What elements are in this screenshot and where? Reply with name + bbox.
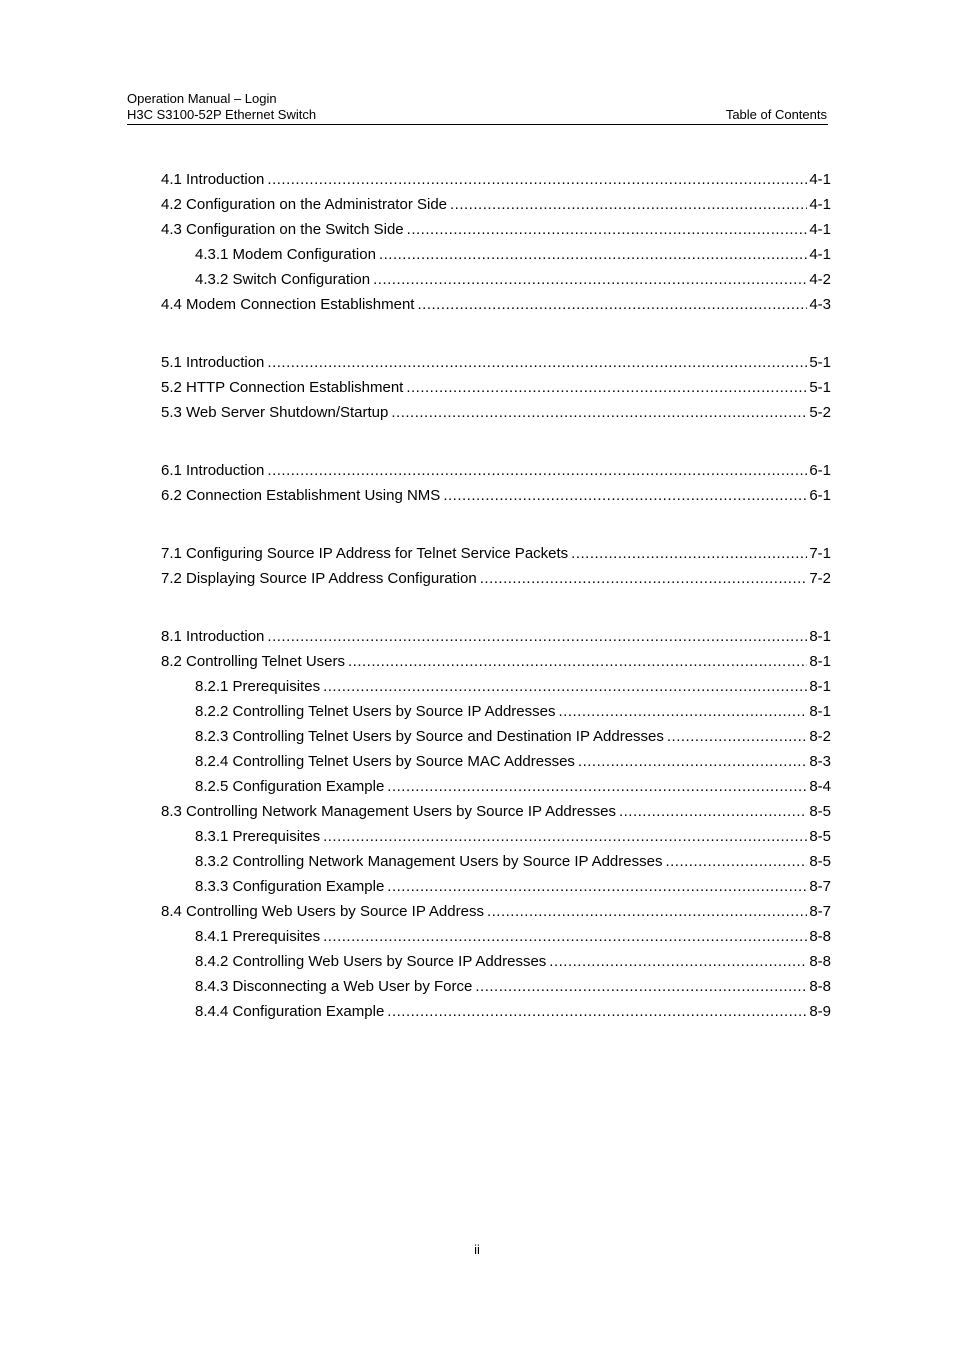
toc-dot-leader [558, 701, 807, 722]
toc-entry-title: 7.2 Displaying Source IP Address Configuration [161, 570, 477, 587]
toc-dot-leader [348, 651, 807, 672]
toc-entry-page: 4-1 [809, 246, 831, 263]
toc-entry-title: 5.3 Web Server Shutdown/Startup [161, 404, 389, 421]
toc-dot-leader [267, 169, 807, 190]
toc-dot-leader [387, 776, 807, 797]
toc-entry-title: 6.1 Introduction [161, 462, 265, 479]
toc-entry-page: 8-7 [809, 878, 831, 895]
toc-dot-leader [267, 626, 807, 647]
toc-entry[interactable] [161, 751, 831, 776]
toc-entry-title: 4.3.1 Modem Configuration [195, 246, 376, 263]
toc-entry[interactable] [161, 352, 831, 377]
toc-entry-page: 8-8 [809, 928, 831, 945]
toc-entry[interactable] [161, 294, 831, 319]
toc-dot-leader [578, 751, 807, 772]
toc-entry-page: 8-3 [809, 753, 831, 770]
toc-entry[interactable] [161, 801, 831, 826]
toc-entry[interactable] [161, 726, 831, 751]
toc-entry-page: 8-1 [809, 678, 831, 695]
toc-dot-leader [475, 976, 807, 997]
toc-entry-page: 8-7 [809, 903, 831, 920]
toc-entry-title: 4.3.2 Switch Configuration [195, 271, 371, 288]
toc-entry[interactable] [161, 626, 831, 651]
toc-group [161, 169, 831, 319]
toc-entry-title: 5.2 HTTP Connection Establishment [161, 379, 404, 396]
toc-entry-title: 8.3 Controlling Network Management Users by Source IP Addresses [161, 803, 616, 820]
toc-dot-leader [379, 244, 807, 265]
toc-entry-page: 8-9 [809, 1003, 831, 1020]
toc-entry[interactable] [161, 676, 831, 701]
toc-entry-title: 8.2.4 Controlling Telnet Users by Source MAC Addresses [195, 753, 575, 770]
toc-entry-title: 4.1 Introduction [161, 171, 265, 188]
toc-entry[interactable] [161, 776, 831, 801]
toc-entry[interactable] [161, 402, 831, 427]
header-manual-title: Operation Manual – Login [127, 91, 277, 106]
toc-dot-leader [480, 568, 808, 589]
toc-entry-page: 8-4 [809, 778, 831, 795]
toc-entry-title: 8.3.3 Configuration Example [195, 878, 385, 895]
toc-entry-page: 4-3 [809, 296, 831, 313]
toc-entry-title: 8.4.4 Configuration Example [195, 1003, 385, 1020]
toc-entry[interactable] [161, 485, 831, 510]
toc-entry-page: 5-2 [809, 404, 831, 421]
toc-entry-page: 8-1 [809, 653, 831, 670]
toc-dot-leader [407, 219, 808, 240]
toc-entry-page: 7-1 [809, 545, 831, 562]
toc-entry-title: 8.4 Controlling Web Users by Source IP Address [161, 903, 484, 920]
header-row [127, 107, 827, 123]
toc-entry[interactable] [161, 460, 831, 485]
toc-entry-page: 8-1 [809, 703, 831, 720]
toc-entry-page: 4-1 [809, 196, 831, 213]
toc-dot-leader [667, 726, 807, 747]
toc-entry-title: 8.2.1 Prerequisites [195, 678, 321, 695]
toc-dot-leader [549, 951, 807, 972]
toc-entry[interactable] [161, 876, 831, 901]
toc-entry-page: 7-2 [809, 570, 831, 587]
toc-entry-title: 5.1 Introduction [161, 354, 265, 371]
toc-group [161, 460, 831, 510]
header-section-name: Table of Contents [725, 107, 827, 122]
toc-entry-title: 8.3.1 Prerequisites [195, 828, 321, 845]
toc-entry[interactable] [161, 269, 831, 294]
toc-entry-page: 4-2 [809, 271, 831, 288]
toc-entry-title: 8.1 Introduction [161, 628, 265, 645]
toc-entry-page: 8-5 [809, 803, 831, 820]
toc-entry-title: 8.4.3 Disconnecting a Web User by Force [195, 978, 473, 995]
toc-entry[interactable] [161, 851, 831, 876]
toc-group [161, 626, 831, 1026]
toc-entry[interactable] [161, 826, 831, 851]
toc-entry[interactable] [161, 169, 831, 194]
toc-entry[interactable] [161, 976, 831, 1001]
toc-entry-title: 8.2.3 Controlling Telnet Users by Source and Destination IP Addresses [195, 728, 664, 745]
toc-dot-leader [387, 1001, 807, 1022]
toc-entry-title: 8.3.2 Controlling Network Management Users by Source IP Addresses [195, 853, 663, 870]
toc-entry-page: 8-8 [809, 953, 831, 970]
header-divider [127, 124, 828, 125]
toc-entry-page: 6-1 [809, 487, 831, 504]
toc-dot-leader [323, 926, 807, 947]
toc-dot-leader [487, 901, 807, 922]
toc-entry[interactable] [161, 219, 831, 244]
toc-entry-page: 8-2 [809, 728, 831, 745]
table-of-contents [161, 169, 831, 1026]
toc-group [161, 543, 831, 593]
toc-entry[interactable] [161, 701, 831, 726]
toc-dot-leader [571, 543, 807, 564]
toc-entry[interactable] [161, 377, 831, 402]
toc-dot-leader [387, 876, 807, 897]
page-number: ii [474, 1242, 480, 1257]
toc-dot-leader [619, 801, 807, 822]
toc-dot-leader [450, 194, 807, 215]
toc-entry-page: 4-1 [809, 221, 831, 238]
toc-entry-page: 5-1 [809, 379, 831, 396]
toc-dot-leader [443, 485, 807, 506]
toc-entry-page: 8-1 [809, 628, 831, 645]
toc-entry-title: 8.2.2 Controlling Telnet Users by Source IP Addresses [195, 703, 556, 720]
toc-entry-title: 7.1 Configuring Source IP Address for Telnet Service Packets [161, 545, 569, 562]
toc-entry-page: 5-1 [809, 354, 831, 371]
toc-entry-title: 6.2 Connection Establishment Using NMS [161, 487, 441, 504]
toc-entry-title: 4.4 Modem Connection Establishment [161, 296, 415, 313]
toc-dot-leader [323, 826, 807, 847]
toc-entry[interactable] [161, 244, 831, 269]
toc-dot-leader [391, 402, 807, 423]
toc-entry[interactable] [161, 568, 831, 593]
toc-entry[interactable] [161, 1001, 831, 1026]
toc-entry-title: 8.4.1 Prerequisites [195, 928, 321, 945]
toc-entry-title: 4.3 Configuration on the Switch Side [161, 221, 404, 238]
toc-entry-page: 8-5 [809, 853, 831, 870]
toc-entry-title: 8.2 Controlling Telnet Users [161, 653, 345, 670]
toc-dot-leader [323, 676, 807, 697]
toc-entry-title: 4.2 Configuration on the Administrator Side [161, 196, 448, 213]
toc-dot-leader [417, 294, 807, 315]
toc-entry[interactable] [161, 194, 831, 219]
toc-entry[interactable] [161, 543, 831, 568]
toc-entry-title: 8.2.5 Configuration Example [195, 778, 385, 795]
toc-entry-page: 4-1 [809, 171, 831, 188]
toc-entry-page: 8-8 [809, 978, 831, 995]
toc-group [161, 352, 831, 427]
toc-entry-page: 6-1 [809, 462, 831, 479]
toc-dot-leader [665, 851, 807, 872]
toc-entry-title: 8.4.2 Controlling Web Users by Source IP Addresses [195, 953, 547, 970]
toc-entry[interactable] [161, 926, 831, 951]
toc-dot-leader [267, 460, 807, 481]
toc-entry[interactable] [161, 651, 831, 676]
toc-dot-leader [267, 352, 807, 373]
toc-dot-leader [373, 269, 807, 290]
toc-dot-leader [406, 377, 807, 398]
page-header [127, 91, 827, 123]
header-product-name: H3C S3100-52P Ethernet Switch [127, 107, 317, 122]
toc-entry-page: 8-5 [809, 828, 831, 845]
toc-entry[interactable] [161, 951, 831, 976]
toc-entry[interactable] [161, 901, 831, 926]
